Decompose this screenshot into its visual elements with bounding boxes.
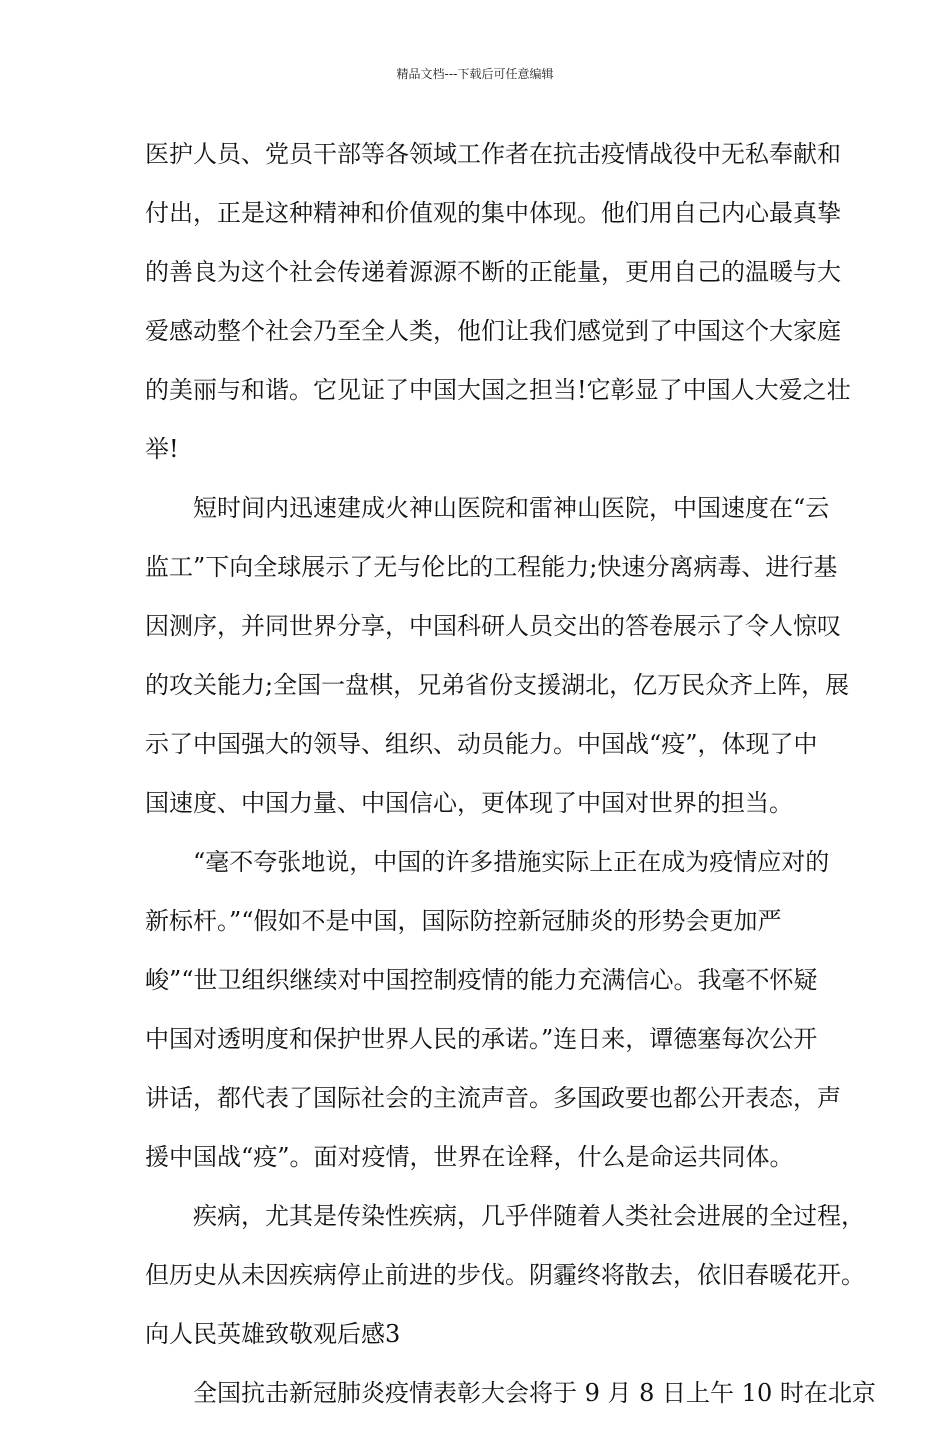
paragraph xyxy=(145,1371,876,1430)
text-line: 付出，正是这种精神和价值观的集中体现。他们用自己内心最真挚 xyxy=(145,199,841,227)
text-line: 监工”下向全球展示了无与伦比的工程能力;快速分离病毒、进行基 xyxy=(145,553,838,581)
paragraph xyxy=(145,1194,865,1312)
text-line: 的美丽与和谐。它见证了中国大国之担当!它彰显了中国人大爱之壮 xyxy=(145,376,851,404)
paragraph xyxy=(145,132,851,486)
text-line: 举! xyxy=(145,435,179,463)
text-line: 讲话，都代表了国际社会的主流声音。多国政要也都公开表态，声 xyxy=(145,1084,841,1112)
text-line: 的善良为这个社会传递着源源不断的正能量，更用自己的温暖与大 xyxy=(145,258,841,286)
text-line: 示了中国强大的领导、组织、动员能力。中国战“疫”，体现了中 xyxy=(145,730,818,758)
text-line: 但历史从未因疾病停止前进的步伐。阴霾终将散去，依旧春暖花开。 xyxy=(145,1261,865,1289)
text-line: 全国抗击新冠肺炎疫情表彰大会将于 9 月 8 日上午 10 时在北京 xyxy=(193,1379,876,1407)
text-line: 峻”“世卫组织继续对中国控制疫情的能力充满信心。我毫不怀疑 xyxy=(145,966,818,994)
text-line: 向人民英雄致敬观后感3 xyxy=(145,1320,401,1348)
text-line: 医护人员、党员干部等各领域工作者在抗击疫情战役中无私奉献和 xyxy=(145,140,841,168)
text-line: “毫不夸张地说，中国的许多措施实际上正在成为疫情应对的 xyxy=(193,848,830,876)
section-heading xyxy=(145,1312,810,1371)
text-line: 因测序，并同世界分享，中国科研人员交出的答卷展示了令人惊叹 xyxy=(145,612,841,640)
document-body xyxy=(145,132,876,1430)
text-line: 新标杆。”“假如不是中国，国际防控新冠肺炎的形势会更加严 xyxy=(145,907,782,935)
text-line: 国速度、中国力量、中国信心，更体现了中国对世界的担当。 xyxy=(145,789,793,817)
text-line: 的攻关能力;全国一盘棋，兄弟省份支援湖北，亿万民众齐上阵，展 xyxy=(145,671,850,699)
text-line: 援中国战“疫”。面对疫情，世界在诠释，什么是命运共同体。 xyxy=(145,1143,794,1171)
page-header: 精品文档---下载后可任意编辑 xyxy=(396,67,554,81)
text-line: 爱感动整个社会乃至全人类，他们让我们感觉到了中国这个大家庭 xyxy=(145,317,841,345)
paragraph xyxy=(145,840,841,1194)
text-line: 中国对透明度和保护世界人民的承诺。”连日来，谭德塞每次公开 xyxy=(145,1025,818,1053)
text-line: 短时间内迅速建成火神山医院和雷神山医院，中国速度在“云 xyxy=(193,494,830,522)
paragraph xyxy=(145,486,850,840)
text-line: 疾病，尤其是传染性疾病，几乎伴随着人类社会进展的全过程， xyxy=(193,1202,865,1230)
